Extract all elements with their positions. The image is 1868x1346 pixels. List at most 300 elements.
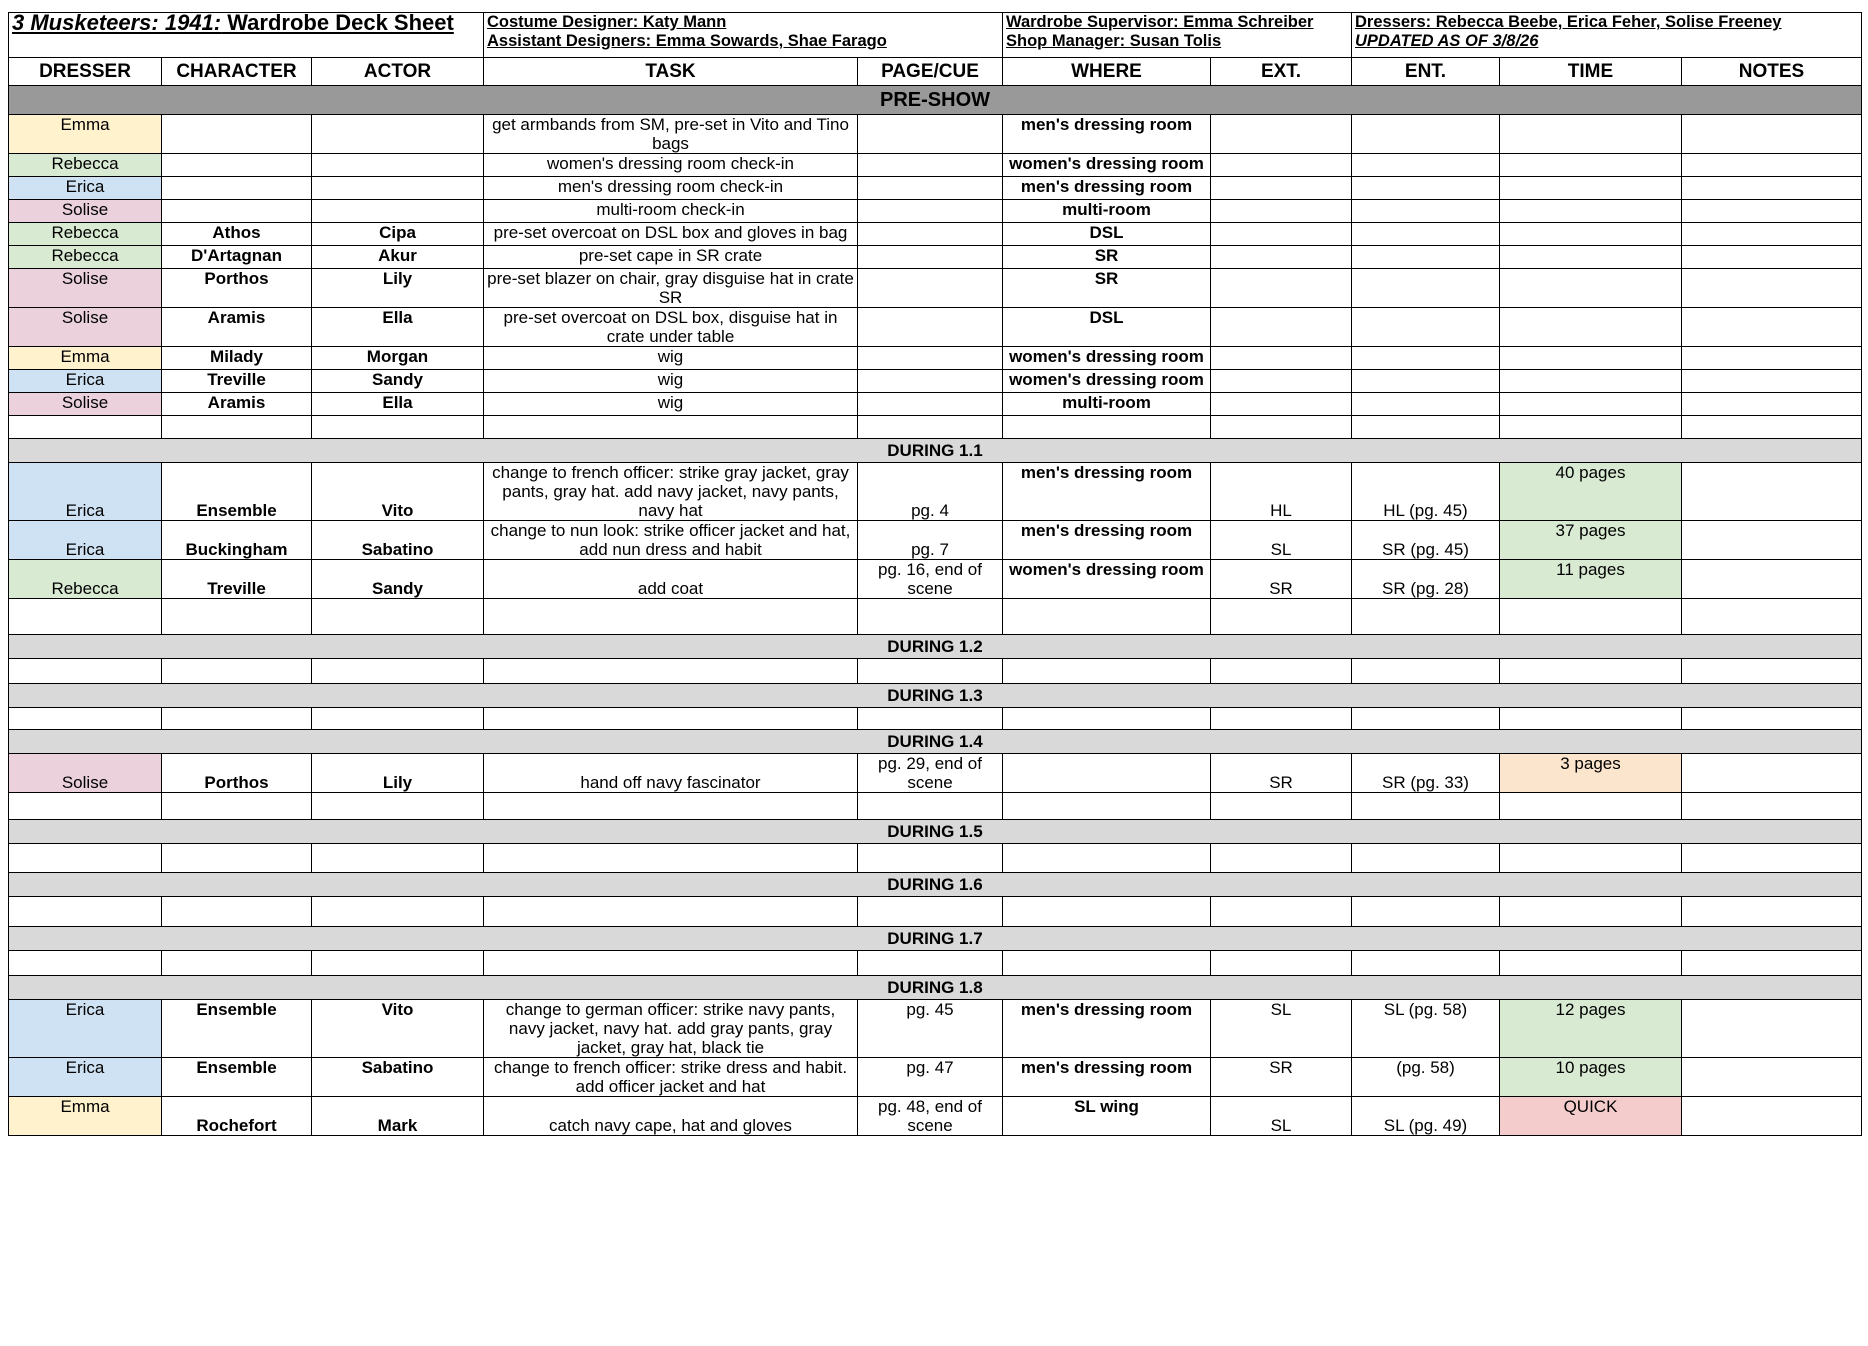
where-cell: women's dressing room <box>1003 154 1211 177</box>
page-cue-cell <box>858 154 1003 177</box>
ext-cell: SL <box>1211 1000 1352 1058</box>
empty-cell <box>858 844 1003 873</box>
where-cell: multi-room <box>1003 200 1211 223</box>
empty-row <box>9 599 1862 635</box>
ext-cell <box>1211 269 1352 308</box>
empty-cell <box>1211 416 1352 439</box>
actor-cell: Sandy <box>312 370 484 393</box>
ent-cell <box>1352 154 1500 177</box>
section-header: DURING 1.7 <box>9 927 1862 951</box>
dresser-cell: Erica <box>9 177 162 200</box>
supervisor-info <box>1003 13 1352 58</box>
task-cell: change to french officer: strike dress and habit. add officer jacket and hat <box>484 1058 858 1097</box>
actor-cell: Sabatino <box>312 1058 484 1097</box>
ext-cell <box>1211 370 1352 393</box>
empty-cell <box>1500 951 1682 976</box>
table-row <box>9 269 1862 308</box>
actor-cell: Ella <box>312 308 484 347</box>
empty-cell <box>162 416 312 439</box>
empty-cell <box>1682 708 1862 730</box>
ent-cell <box>1352 177 1500 200</box>
ext-cell <box>1211 347 1352 370</box>
character-cell: Ensemble <box>162 1000 312 1058</box>
ent-cell: SR (pg. 45) <box>1352 521 1500 560</box>
empty-cell <box>1003 951 1211 976</box>
task-cell: wig <box>484 370 858 393</box>
character-cell: Buckingham <box>162 521 312 560</box>
notes-cell <box>1682 223 1862 246</box>
page-cue-cell <box>858 177 1003 200</box>
task-cell: pre-set overcoat on DSL box and gloves in bag <box>484 223 858 246</box>
dresser-cell: Erica <box>9 463 162 521</box>
empty-cell <box>312 599 484 635</box>
task-cell: change to nun look: strike officer jacket and hat, add nun dress and habit <box>484 521 858 560</box>
empty-cell <box>1500 416 1682 439</box>
ext-cell: SR <box>1211 1058 1352 1097</box>
section-row <box>9 684 1862 708</box>
actor-cell: Ella <box>312 393 484 416</box>
task-cell: women's dressing room check-in <box>484 154 858 177</box>
notes-cell <box>1682 269 1862 308</box>
character-cell: Rochefort <box>162 1097 312 1136</box>
empty-cell <box>1352 659 1500 684</box>
empty-cell <box>1352 951 1500 976</box>
dresser-cell: Solise <box>9 754 162 793</box>
table-row <box>9 463 1862 521</box>
empty-cell <box>1682 416 1862 439</box>
page-cue-cell: pg. 4 <box>858 463 1003 521</box>
section-header: DURING 1.1 <box>9 439 1862 463</box>
empty-cell <box>484 708 858 730</box>
dressers-info <box>1352 13 1862 58</box>
dresser-cell: Solise <box>9 200 162 223</box>
table-row <box>9 347 1862 370</box>
where-cell: SR <box>1003 246 1211 269</box>
empty-cell <box>484 951 858 976</box>
dresser-cell: Rebecca <box>9 560 162 599</box>
time-cell <box>1500 154 1682 177</box>
empty-cell <box>1682 599 1862 635</box>
col-notes: NOTES <box>1682 58 1862 86</box>
character-cell: Ensemble <box>162 463 312 521</box>
notes-cell <box>1682 246 1862 269</box>
empty-row <box>9 793 1862 820</box>
page-cue-cell <box>858 223 1003 246</box>
dresser-cell: Erica <box>9 1000 162 1058</box>
dresser-cell: Erica <box>9 1058 162 1097</box>
empty-row <box>9 416 1862 439</box>
empty-row <box>9 844 1862 873</box>
empty-cell <box>162 793 312 820</box>
dresser-cell: Erica <box>9 370 162 393</box>
notes-cell <box>1682 370 1862 393</box>
empty-cell <box>1003 844 1211 873</box>
empty-cell <box>312 844 484 873</box>
empty-cell <box>1352 708 1500 730</box>
where-cell: multi-room <box>1003 393 1211 416</box>
designer-info <box>484 13 1003 58</box>
empty-cell <box>858 793 1003 820</box>
empty-cell <box>858 659 1003 684</box>
ext-cell <box>1211 115 1352 154</box>
dresser-cell: Emma <box>9 347 162 370</box>
notes-cell <box>1682 154 1862 177</box>
page-cue-cell: pg. 45 <box>858 1000 1003 1058</box>
character-cell: Treville <box>162 560 312 599</box>
empty-row <box>9 659 1862 684</box>
actor-cell: Mark <box>312 1097 484 1136</box>
empty-cell <box>162 659 312 684</box>
empty-cell <box>1682 659 1862 684</box>
time-cell: 40 pages <box>1500 463 1682 521</box>
empty-cell <box>1352 416 1500 439</box>
table-row <box>9 154 1862 177</box>
empty-cell <box>858 599 1003 635</box>
ext-cell <box>1211 223 1352 246</box>
empty-cell <box>484 897 858 927</box>
where-cell <box>1003 754 1211 793</box>
empty-cell <box>1682 844 1862 873</box>
empty-cell <box>1211 844 1352 873</box>
empty-cell <box>484 599 858 635</box>
task-cell: pre-set cape in SR crate <box>484 246 858 269</box>
section-row <box>9 730 1862 754</box>
empty-cell <box>858 897 1003 927</box>
task-cell: men's dressing room check-in <box>484 177 858 200</box>
section-header: DURING 1.6 <box>9 873 1862 897</box>
where-cell: men's dressing room <box>1003 1000 1211 1058</box>
empty-cell <box>1682 793 1862 820</box>
ext-cell <box>1211 154 1352 177</box>
time-cell: 3 pages <box>1500 754 1682 793</box>
character-cell <box>162 200 312 223</box>
where-cell: DSL <box>1003 223 1211 246</box>
col-time: TIME <box>1500 58 1682 86</box>
where-cell: men's dressing room <box>1003 521 1211 560</box>
dresser-cell: Solise <box>9 269 162 308</box>
section-header: DURING 1.3 <box>9 684 1862 708</box>
page-cue-cell: pg. 48, end of scene <box>858 1097 1003 1136</box>
character-cell: Treville <box>162 370 312 393</box>
empty-cell <box>1211 897 1352 927</box>
ent-cell <box>1352 115 1500 154</box>
task-cell: add coat <box>484 560 858 599</box>
table-row <box>9 560 1862 599</box>
col-where: WHERE <box>1003 58 1211 86</box>
wardrobe-table <box>8 12 1862 1136</box>
empty-cell <box>9 659 162 684</box>
notes-cell <box>1682 177 1862 200</box>
empty-cell <box>312 897 484 927</box>
page-cue-cell: pg. 29, end of scene <box>858 754 1003 793</box>
col-actor: ACTOR <box>312 58 484 86</box>
deck-sheet <box>8 12 1862 1136</box>
dresser-cell: Rebecca <box>9 223 162 246</box>
dresser-cell: Emma <box>9 115 162 154</box>
where-cell: women's dressing room <box>1003 347 1211 370</box>
sheet-title <box>9 13 484 58</box>
ent-cell: HL (pg. 45) <box>1352 463 1500 521</box>
notes-cell <box>1682 393 1862 416</box>
time-cell <box>1500 347 1682 370</box>
empty-row <box>9 897 1862 927</box>
ent-cell <box>1352 308 1500 347</box>
ent-cell <box>1352 200 1500 223</box>
ent-cell <box>1352 393 1500 416</box>
actor-cell <box>312 154 484 177</box>
time-cell <box>1500 200 1682 223</box>
col-ent: ENT. <box>1352 58 1500 86</box>
empty-cell <box>858 708 1003 730</box>
wardrobe-supervisor: Wardrobe Supervisor: Emma Schreiber <box>1006 13 1314 31</box>
section-header: DURING 1.4 <box>9 730 1862 754</box>
page-cue-cell <box>858 115 1003 154</box>
actor-cell: Cipa <box>312 223 484 246</box>
empty-cell <box>1003 599 1211 635</box>
character-cell: Athos <box>162 223 312 246</box>
ext-cell: SL <box>1211 1097 1352 1136</box>
where-cell: DSL <box>1003 308 1211 347</box>
notes-cell <box>1682 560 1862 599</box>
where-cell: SL wing <box>1003 1097 1211 1136</box>
ent-cell <box>1352 370 1500 393</box>
where-cell: men's dressing room <box>1003 1058 1211 1097</box>
page-cue-cell <box>858 308 1003 347</box>
empty-cell <box>1211 599 1352 635</box>
page-cue-cell <box>858 269 1003 308</box>
character-cell <box>162 177 312 200</box>
table-row <box>9 115 1862 154</box>
task-cell: get armbands from SM, pre-set in Vito and Tino bags <box>484 115 858 154</box>
ext-cell: SL <box>1211 521 1352 560</box>
notes-cell <box>1682 1058 1862 1097</box>
notes-cell <box>1682 463 1862 521</box>
task-cell: pre-set overcoat on DSL box, disguise hat in crate under table <box>484 308 858 347</box>
dresser-cell: Erica <box>9 521 162 560</box>
time-cell <box>1500 246 1682 269</box>
table-row <box>9 521 1862 560</box>
empty-row <box>9 708 1862 730</box>
empty-cell <box>312 659 484 684</box>
empty-cell <box>9 599 162 635</box>
empty-cell <box>1211 793 1352 820</box>
notes-cell <box>1682 521 1862 560</box>
time-cell <box>1500 177 1682 200</box>
section-header: DURING 1.2 <box>9 635 1862 659</box>
empty-cell <box>1500 844 1682 873</box>
empty-cell <box>1500 793 1682 820</box>
actor-cell: Lily <box>312 754 484 793</box>
table-row <box>9 177 1862 200</box>
time-cell: 11 pages <box>1500 560 1682 599</box>
character-cell <box>162 154 312 177</box>
empty-cell <box>1003 897 1211 927</box>
page-cue-cell <box>858 200 1003 223</box>
character-cell: D'Artagnan <box>162 246 312 269</box>
empty-cell <box>312 416 484 439</box>
empty-cell <box>484 844 858 873</box>
empty-cell <box>1500 659 1682 684</box>
empty-cell <box>9 416 162 439</box>
ent-cell <box>1352 269 1500 308</box>
empty-cell <box>312 708 484 730</box>
actor-cell <box>312 115 484 154</box>
empty-cell <box>162 897 312 927</box>
time-cell: 37 pages <box>1500 521 1682 560</box>
empty-cell <box>1500 897 1682 927</box>
col-ext: EXT. <box>1211 58 1352 86</box>
empty-cell <box>1003 659 1211 684</box>
empty-cell <box>9 844 162 873</box>
column-header-row <box>9 58 1862 86</box>
section-row <box>9 635 1862 659</box>
where-cell: men's dressing room <box>1003 463 1211 521</box>
actor-cell <box>312 200 484 223</box>
section-header: DURING 1.8 <box>9 976 1862 1000</box>
table-row <box>9 308 1862 347</box>
page-cue-cell <box>858 246 1003 269</box>
empty-cell <box>9 897 162 927</box>
notes-cell <box>1682 200 1862 223</box>
ext-cell: SR <box>1211 560 1352 599</box>
notes-cell <box>1682 1000 1862 1058</box>
empty-cell <box>858 951 1003 976</box>
character-cell: Porthos <box>162 269 312 308</box>
actor-cell: Sabatino <box>312 521 484 560</box>
dresser-cell: Emma <box>9 1097 162 1136</box>
task-cell: hand off navy fascinator <box>484 754 858 793</box>
empty-cell <box>1682 951 1862 976</box>
page-cue-cell <box>858 370 1003 393</box>
empty-cell <box>9 951 162 976</box>
col-character: CHARACTER <box>162 58 312 86</box>
table-row <box>9 246 1862 269</box>
empty-row <box>9 951 1862 976</box>
dressers-list: Dressers: Rebecca Beebe, Erica Feher, Solise Freeney <box>1355 13 1782 31</box>
empty-cell <box>858 416 1003 439</box>
empty-cell <box>9 708 162 730</box>
dresser-cell: Solise <box>9 393 162 416</box>
empty-cell <box>484 659 858 684</box>
col-page-cue: PAGE/CUE <box>858 58 1003 86</box>
table-row <box>9 1000 1862 1058</box>
title-sheet-name: Wardrobe Deck Sheet <box>221 12 454 35</box>
empty-cell <box>162 951 312 976</box>
task-cell: wig <box>484 347 858 370</box>
notes-cell <box>1682 115 1862 154</box>
character-cell: Aramis <box>162 393 312 416</box>
ext-cell: HL <box>1211 463 1352 521</box>
section-header: DURING 1.5 <box>9 820 1862 844</box>
empty-cell <box>162 708 312 730</box>
table-row <box>9 370 1862 393</box>
empty-cell <box>1211 708 1352 730</box>
where-cell: SR <box>1003 269 1211 308</box>
task-cell: catch navy cape, hat and gloves <box>484 1097 858 1136</box>
where-cell: women's dressing room <box>1003 370 1211 393</box>
actor-cell: Akur <box>312 246 484 269</box>
task-cell: change to french officer: strike gray jacket, gray pants, gray hat. add navy jacket, navy pants, navy hat <box>484 463 858 521</box>
dresser-cell: Rebecca <box>9 154 162 177</box>
ent-cell: SR (pg. 28) <box>1352 560 1500 599</box>
time-cell <box>1500 393 1682 416</box>
ent-cell <box>1352 347 1500 370</box>
empty-cell <box>162 599 312 635</box>
title-show-name: 3 Musketeers: 1941: <box>12 12 222 35</box>
ent-cell <box>1352 246 1500 269</box>
table-row <box>9 200 1862 223</box>
empty-cell <box>9 793 162 820</box>
notes-cell <box>1682 754 1862 793</box>
ent-cell: (pg. 58) <box>1352 1058 1500 1097</box>
ent-cell: SL (pg. 58) <box>1352 1000 1500 1058</box>
empty-cell <box>1003 708 1211 730</box>
updated-date: UPDATED AS OF 3/8/26 <box>1355 32 1539 50</box>
section-row <box>9 439 1862 463</box>
time-cell: 10 pages <box>1500 1058 1682 1097</box>
character-cell: Aramis <box>162 308 312 347</box>
actor-cell <box>312 177 484 200</box>
empty-cell <box>312 793 484 820</box>
table-row <box>9 223 1862 246</box>
character-cell <box>162 115 312 154</box>
header-row <box>9 13 1862 58</box>
character-cell: Ensemble <box>162 1058 312 1097</box>
table-row <box>9 1058 1862 1097</box>
time-cell <box>1500 115 1682 154</box>
where-cell: men's dressing room <box>1003 177 1211 200</box>
empty-cell <box>1211 659 1352 684</box>
time-cell <box>1500 223 1682 246</box>
actor-cell: Vito <box>312 1000 484 1058</box>
table-row <box>9 1097 1862 1136</box>
time-cell <box>1500 269 1682 308</box>
ext-cell <box>1211 177 1352 200</box>
table-row <box>9 393 1862 416</box>
notes-cell <box>1682 308 1862 347</box>
character-cell: Milady <box>162 347 312 370</box>
time-cell: QUICK <box>1500 1097 1682 1136</box>
col-dresser: DRESSER <box>9 58 162 86</box>
actor-cell: Vito <box>312 463 484 521</box>
assistant-designers: Assistant Designers: Emma Sowards, Shae Farago <box>487 32 887 50</box>
section-row <box>9 86 1862 115</box>
notes-cell <box>1682 1097 1862 1136</box>
ext-cell <box>1211 393 1352 416</box>
empty-cell <box>162 844 312 873</box>
page-cue-cell: pg. 16, end of scene <box>858 560 1003 599</box>
task-cell: wig <box>484 393 858 416</box>
ent-cell: SR (pg. 33) <box>1352 754 1500 793</box>
empty-cell <box>1500 599 1682 635</box>
dresser-cell: Solise <box>9 308 162 347</box>
empty-cell <box>1003 793 1211 820</box>
ext-cell <box>1211 200 1352 223</box>
character-cell: Porthos <box>162 754 312 793</box>
notes-cell <box>1682 347 1862 370</box>
task-cell: multi-room check-in <box>484 200 858 223</box>
shop-manager: Shop Manager: Susan Tolis <box>1006 32 1222 50</box>
actor-cell: Sandy <box>312 560 484 599</box>
empty-cell <box>1500 708 1682 730</box>
empty-cell <box>484 416 858 439</box>
empty-cell <box>1003 416 1211 439</box>
actor-cell: Lily <box>312 269 484 308</box>
time-cell <box>1500 308 1682 347</box>
ext-cell <box>1211 246 1352 269</box>
time-cell <box>1500 370 1682 393</box>
ent-cell <box>1352 223 1500 246</box>
